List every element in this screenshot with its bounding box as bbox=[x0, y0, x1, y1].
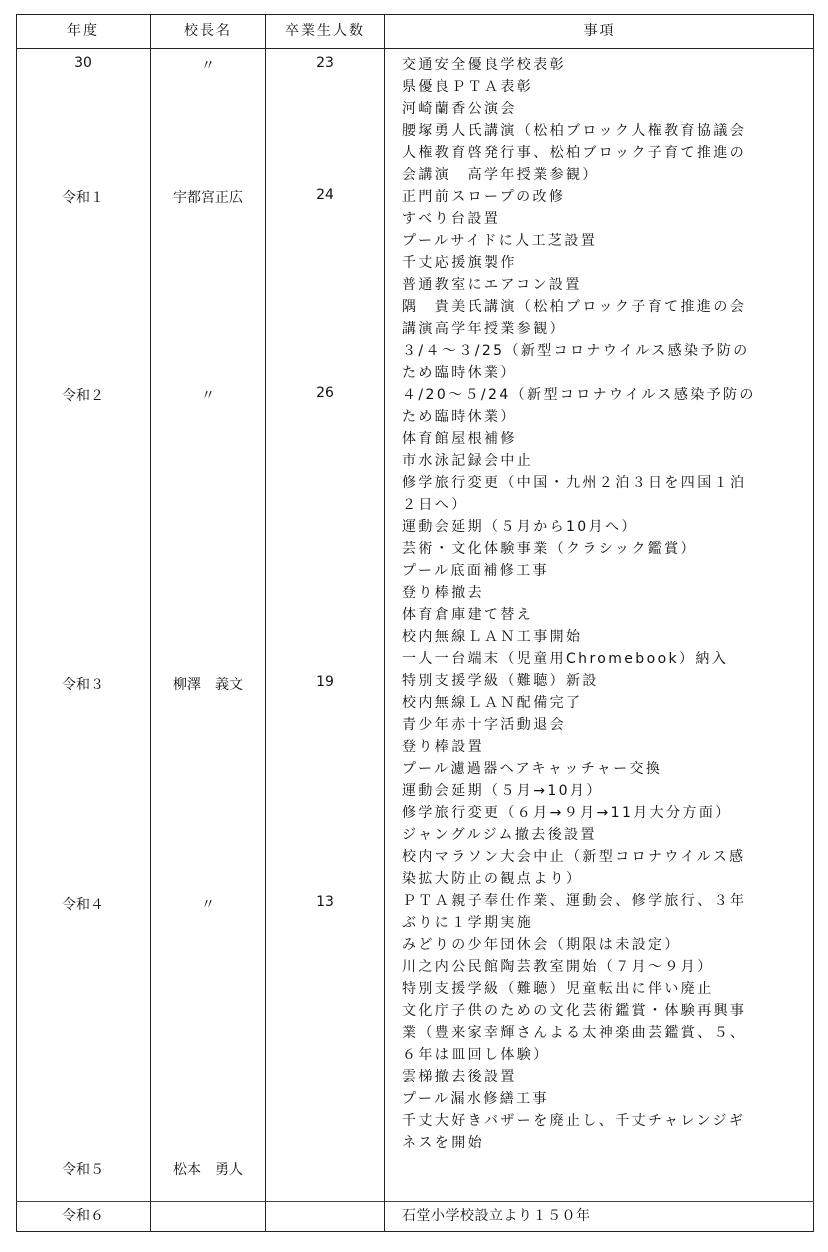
year-cell: 令和１ bbox=[62, 190, 104, 206]
last-row-divider bbox=[16, 1201, 814, 1202]
event-line: プールサイドに人工芝設置 bbox=[402, 233, 598, 249]
event-line: ため臨時休業） bbox=[402, 365, 517, 381]
event-line: ６年は皿回し体験） bbox=[402, 1047, 550, 1063]
event-line: 河崎蘭香公演会 bbox=[402, 101, 517, 117]
year-cell: 令和２ bbox=[62, 388, 104, 404]
year-cell: 令和３ bbox=[62, 677, 104, 693]
event-line: 講演高学年授業参観） bbox=[402, 321, 566, 337]
event-line: 雲梯撤去後設置 bbox=[402, 1069, 517, 1085]
year-cell: 30 bbox=[74, 55, 92, 71]
event-line: ３/４～３/25（新型コロナウイルス感染予防の bbox=[402, 343, 750, 359]
header-divider bbox=[16, 48, 814, 49]
event-line: 千丈大好きバザーを廃止し、千丈チャレンジギ bbox=[402, 1113, 746, 1129]
event-line: プール底面補修工事 bbox=[402, 563, 549, 579]
event-line: 交通安全優良学校表彰 bbox=[402, 57, 566, 73]
event-line: みどりの少年団休会（期限は未設定） bbox=[402, 937, 681, 953]
year-cell: 令和４ bbox=[62, 897, 104, 913]
event-line: 特別支援学級（難聴）新設 bbox=[402, 673, 599, 689]
principal-cell: 宇都宮正広 bbox=[173, 190, 243, 206]
graduates-cell: 26 bbox=[316, 385, 334, 401]
history-table bbox=[16, 14, 814, 1232]
principal-cell: 松本 勇人 bbox=[173, 1162, 243, 1178]
event-line: 芸術・文化体験事業（クラシック鑑賞） bbox=[402, 541, 697, 557]
event-line: ジャングルジム撤去後設置 bbox=[402, 827, 597, 843]
event-line: 校内無線ＬＡＮ配備完了 bbox=[402, 695, 583, 711]
event-line: 青少年赤十字活動退会 bbox=[402, 717, 566, 733]
final-event: 石堂小学校設立より１５０年 bbox=[402, 1208, 591, 1224]
graduates-cell: 19 bbox=[316, 674, 334, 690]
graduates-cell: 23 bbox=[316, 55, 334, 71]
principal-cell: 〃 bbox=[201, 58, 215, 74]
event-line: ネスを開始 bbox=[402, 1135, 484, 1151]
header-events: 事項 bbox=[583, 23, 616, 39]
event-line: 修学旅行変更（６月→９月→11月大分方面） bbox=[402, 805, 732, 821]
event-line: 体育館屋根補修 bbox=[402, 431, 517, 447]
header-principal: 校長名 bbox=[184, 23, 232, 39]
event-line: 染拡大防止の観点より） bbox=[402, 871, 583, 887]
event-line: 登り棒撤去 bbox=[402, 585, 484, 601]
event-line: 会講演 高学年授業参観） bbox=[402, 167, 599, 183]
header-graduates: 卒業生人数 bbox=[285, 23, 365, 39]
principal-cell: 柳澤 義文 bbox=[173, 677, 243, 693]
event-line: 正門前スロープの改修 bbox=[402, 189, 566, 205]
event-line: 一人一台端末（児童用Chromebook）納入 bbox=[402, 651, 729, 667]
event-line: 市水泳記録会中止 bbox=[402, 453, 534, 469]
year-cell: 令和６ bbox=[62, 1208, 104, 1224]
event-line: 業（豊来家幸輝さんよる太神楽曲芸鑑賞、５、 bbox=[402, 1025, 747, 1041]
event-line: 特別支援学級（難聴）児童転出に伴い廃止 bbox=[402, 981, 714, 997]
event-line: 腰塚勇人氏講演（松柏ブロック人権教育協議会 bbox=[402, 123, 747, 139]
event-line: 修学旅行変更（中国・九州２泊３日を四国１泊 bbox=[402, 475, 747, 491]
header-year: 年度 bbox=[67, 23, 99, 39]
event-line: 運動会延期（５月→10月） bbox=[402, 783, 603, 799]
event-line: すべり台設置 bbox=[402, 211, 501, 227]
event-line: 県優良ＰＴＡ表彰 bbox=[402, 79, 534, 95]
principal-cell: 〃 bbox=[201, 388, 215, 404]
event-line: 隅 貴美氏講演（松柏ブロック子育て推進の会 bbox=[402, 299, 747, 315]
event-line: ２日へ） bbox=[402, 497, 468, 513]
event-line: プール濾過器ヘアキャッチャー交換 bbox=[402, 761, 663, 777]
event-line: 校内マラソン大会中止（新型コロナウイルス感 bbox=[402, 849, 746, 865]
event-line: 登り棒設置 bbox=[402, 739, 484, 755]
principal-cell: 〃 bbox=[201, 897, 215, 913]
event-line: 運動会延期（５月から10月へ） bbox=[402, 519, 638, 535]
event-line: 普通教室にエアコン設置 bbox=[402, 277, 582, 293]
event-line: プール漏水修繕工事 bbox=[402, 1091, 549, 1107]
event-line: 体育倉庫建て替え bbox=[402, 607, 534, 623]
graduates-cell: 24 bbox=[316, 187, 334, 203]
event-line: ぶりに１学期実施 bbox=[402, 915, 534, 931]
event-line: 川之内公民館陶芸教室開始（７月～９月） bbox=[402, 959, 714, 975]
event-line: ため臨時休業） bbox=[402, 409, 517, 425]
event-line: 校内無線ＬＡＮ工事開始 bbox=[402, 629, 583, 645]
event-line: ４/20～５/24（新型コロナウイルス感染予防の bbox=[402, 387, 756, 403]
column-divider bbox=[384, 14, 385, 1232]
year-cell: 令和５ bbox=[62, 1162, 104, 1178]
event-line: ＰＴＡ親子奉仕作業、運動会、修学旅行、３年 bbox=[402, 893, 747, 909]
graduates-cell: 13 bbox=[316, 894, 334, 910]
event-line: 文化庁子供のための文化芸術鑑賞・体験再興事 bbox=[402, 1003, 747, 1019]
event-line: 千丈応援旗製作 bbox=[402, 255, 517, 271]
events-list bbox=[402, 54, 812, 1154]
event-line: 人権教育啓発行事、松柏ブロック子育て推進の bbox=[402, 145, 747, 161]
